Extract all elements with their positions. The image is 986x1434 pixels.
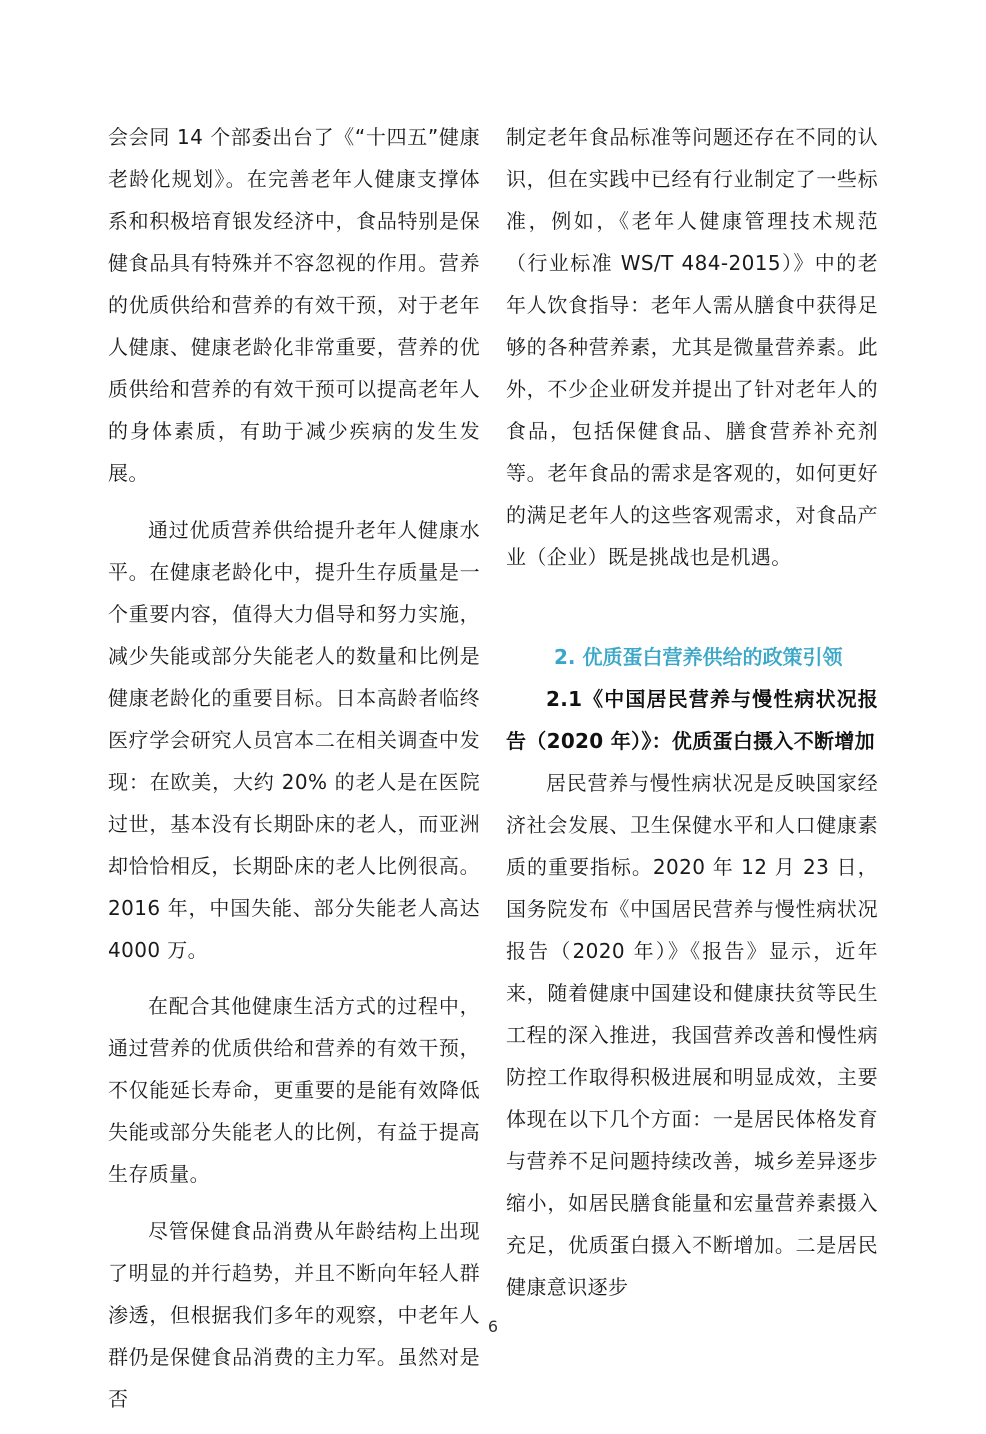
right-paragraph-1: 制定老年食品标准等问题还存在不同的认识，但在实践中已经有行业制定了一些标准，例如，《老年人健康管理技术规范（行业标准 WS/T 484-2015）》中的老年人饮食指导：老年人需从膳食中获得足够的各种营养素，尤其是微量营养素。此外，不少企业研发并提出了针对老年人的食品，包括保健食品、膳食营养补充剂等。老年食品的需求是客观的，如何更好的满足老年人的这些客观需求，对食品产业（企业）既是挑战也是机遇。 <box>506 125 878 569</box>
left-column <box>108 116 480 1434</box>
right-paragraph-2: 居民营养与慢性病状况是反映国家经济社会发展、卫生保健水平和人口健康素质的重要指标。2020 年 12 月 23 日，国务院发布《中国居民营养与慢性病状况报告（2020 年）》《报告》显示，近年来，随着健康中国建设和健康扶贫等民生工程的深入推进，我国营养改善和慢性病防控工作取得积极进展和明显成效，主要体现在以下几个方面：一是居民体格发育与营养不足问题持续改善，城乡差异逐步缩小，如居民膳食能量和宏量营养素摄入充足，优质蛋白摄入不断增加。二是居民健康意识逐步 <box>506 771 878 1299</box>
left-paragraph-2: 通过优质营养供给提升老年人健康水平。在健康老龄化中，提升生存质量是一个重要内容，值得大力倡导和努力实施，减少失能或部分失能老人的数量和比例是健康老龄化的重要目标。日本高龄者临终医疗学会研究人员宫本二在相关调查中发现：在欧美，大约 20% 的老人是在医院过世，基本没有长期卧床的老人，而亚洲却恰恰相反，长期卧床的老人比例很高。2016 年，中国失能、部分失能老人高达 4000 万。 <box>108 517 480 962</box>
left-paragraph-1: 会会同 14 个部委出台了《“十四五”健康老龄化规划》。在完善老年人健康支撑体系和积极培育银发经济中，食品特别是保健食品具有特殊并不容忽视的作用。营养的优质供给和营养的有效干预，对于老年人健康、健康老龄化非常重要，营养的优质供给和营养的有效干预可以提高老年人的身体素质，有助于减少疾病的发生发展。 <box>108 125 480 485</box>
sub-heading: 2.1《中国居民营养与慢性病状况报告（2020 年）》：优质蛋白摄入不断增加 <box>506 687 878 753</box>
left-paragraph-4: 尽管保健食品消费从年龄结构上出现了明显的并行趋势，并且不断向年轻人群渗透，但根据我们多年的观察，中老年人群仍是保健食品消费的主力军。虽然对是否 <box>108 1218 480 1411</box>
section-heading: 2. 优质蛋白营养供给的政策引领 <box>554 645 843 669</box>
page-number: 6 <box>487 1317 499 1336</box>
left-paragraph-3: 在配合其他健康生活方式的过程中，通过营养的优质供给和营养的有效干预，不仅能延长寿命，更重要的是能有效降低失能或部分失能老人的比例，有益于提高生存质量。 <box>108 994 480 1187</box>
right-column <box>506 116 878 1323</box>
